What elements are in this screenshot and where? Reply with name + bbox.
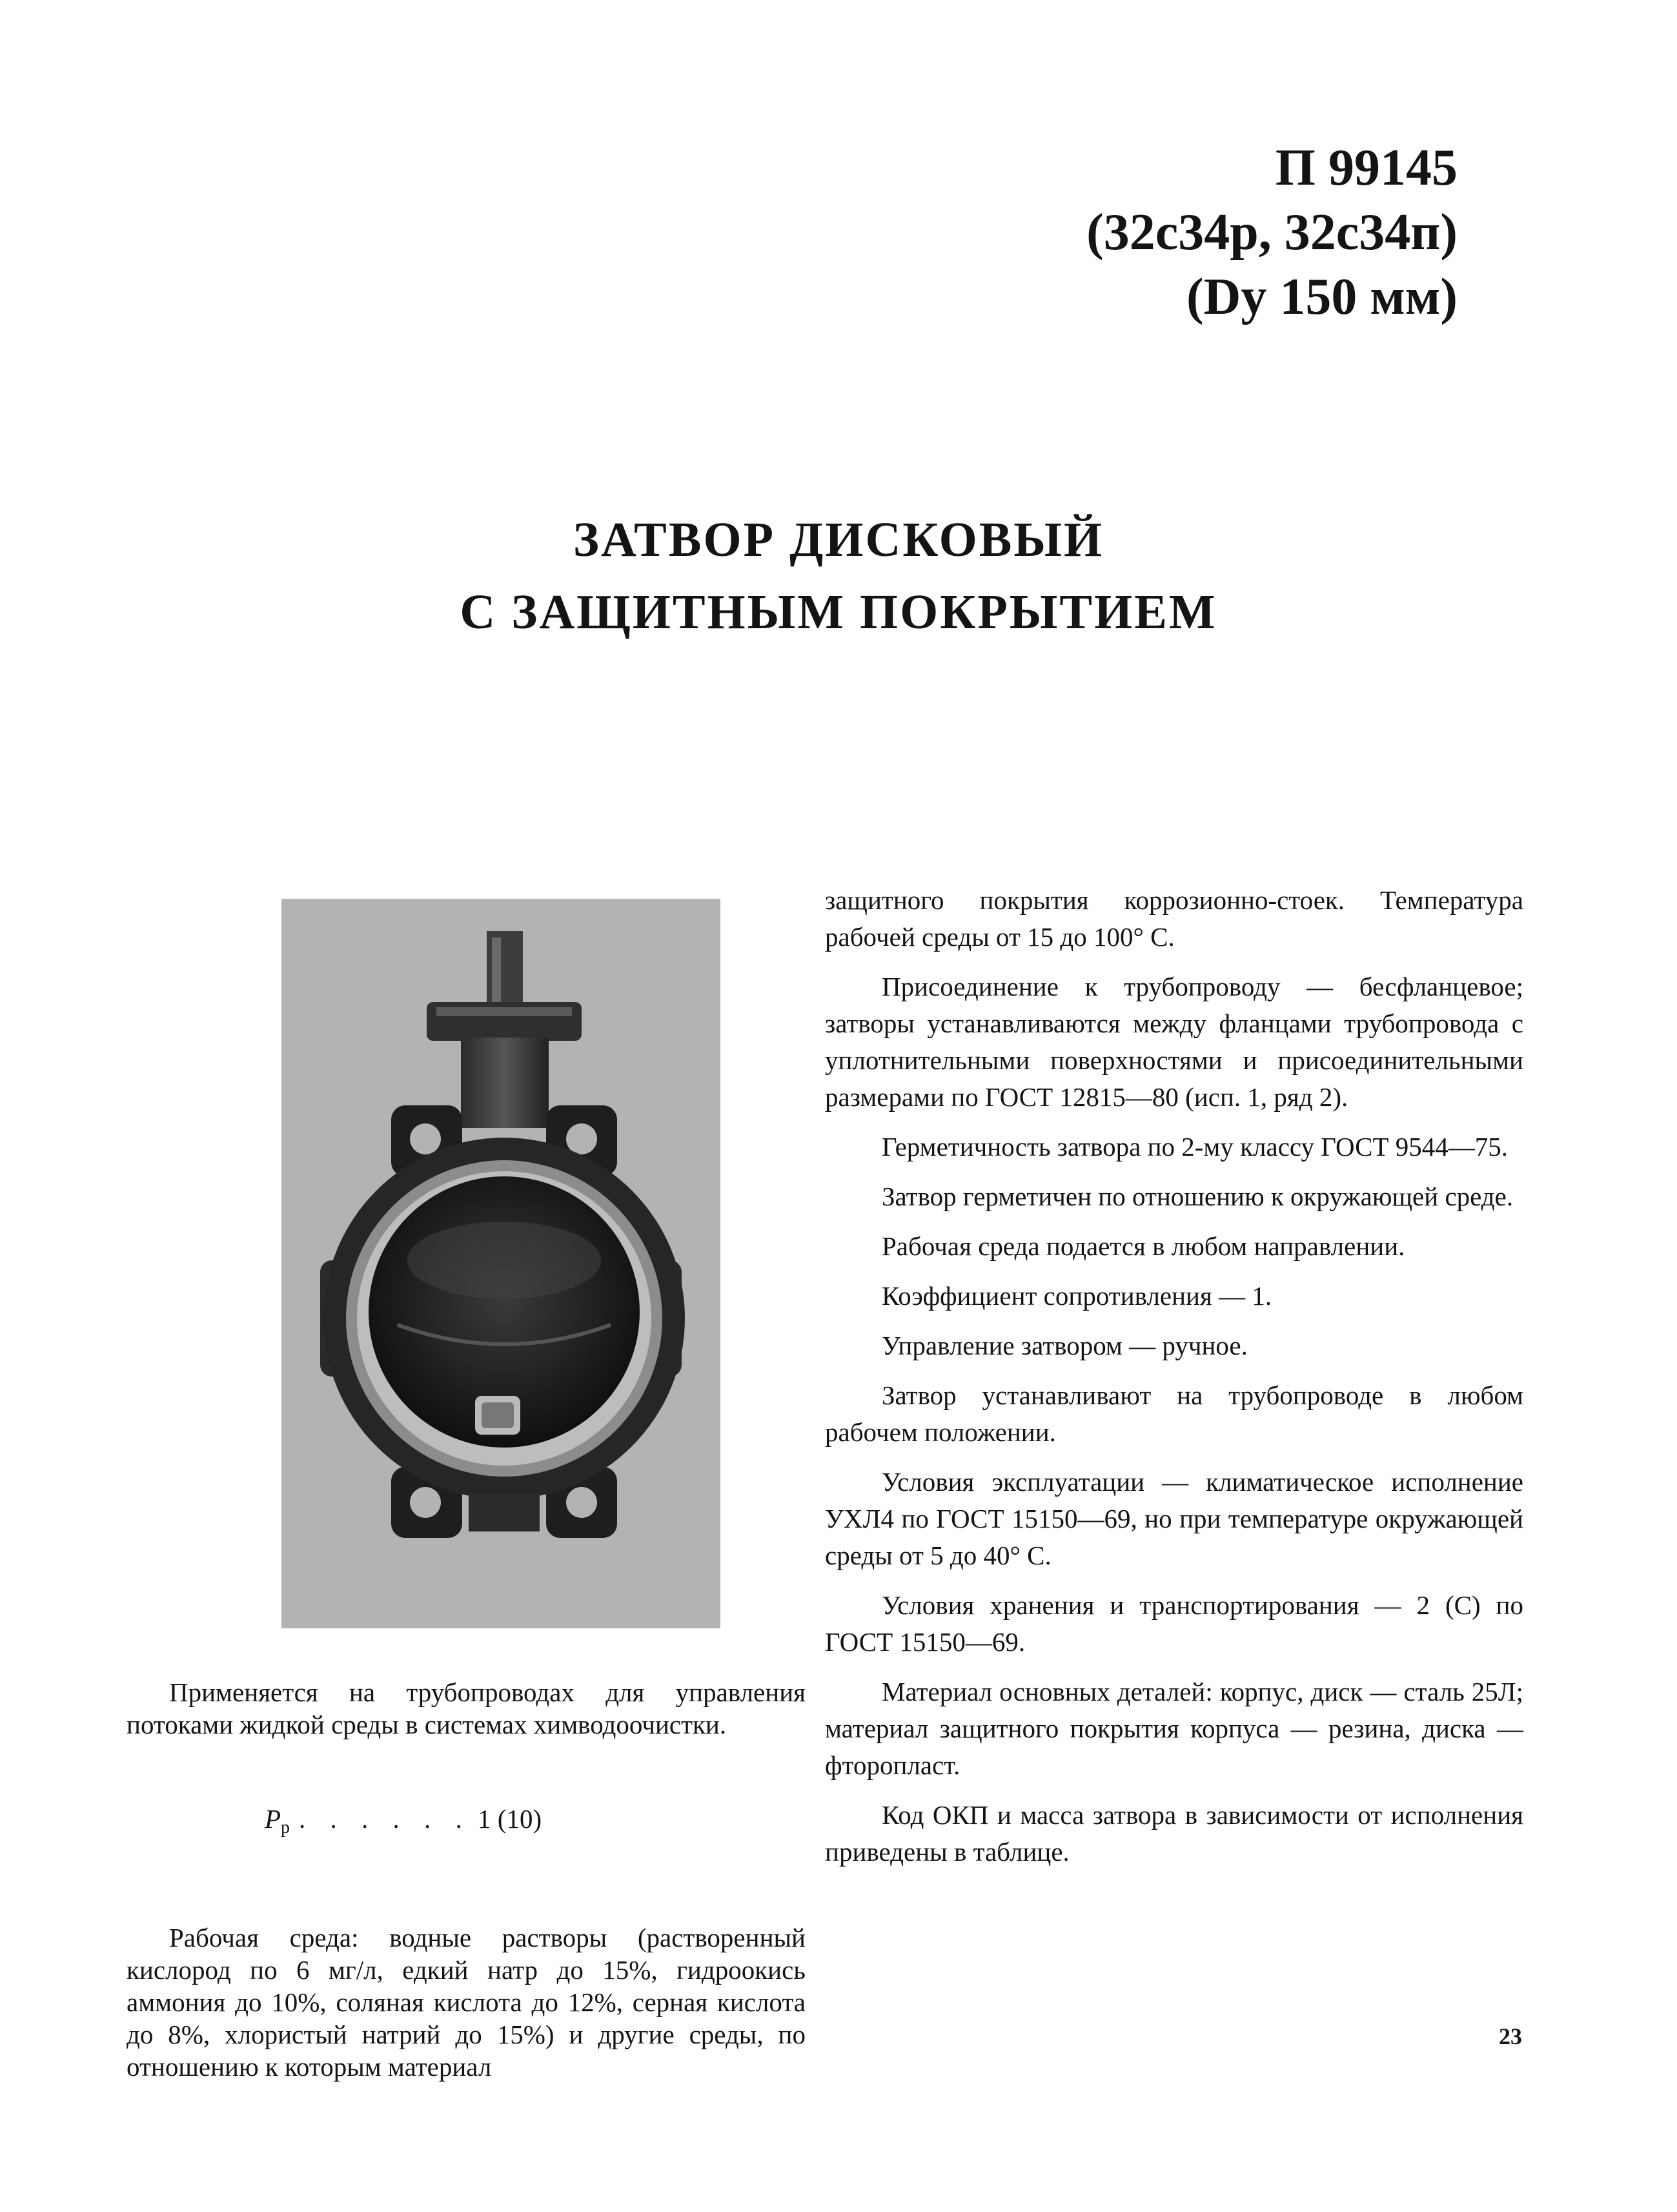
title-line-1: ЗАТВОР ДИСКОВЫЙ [573, 513, 1104, 567]
pressure-line [265, 1803, 717, 1844]
leader-dots: . . . . . . [299, 1804, 471, 1834]
product-code: П 99145 [1275, 139, 1458, 196]
spec-paragraph: Условия эксплуатации — климатическое исполнение УХЛ4 по ГОСТ 15150—69, но при температуре окружающей среды от 5 до 40° С. [825, 1467, 1523, 1570]
spec-paragraph: Рабочая среда подается в любом направлении. [882, 1231, 1405, 1261]
spec-paragraph: защитного покрытия коррозионно-стоек. Температура рабочей среды от 15 до 100° С. [825, 885, 1523, 952]
title-line-2: С ЗАЩИТНЫМ ПОКРЫТИЕМ [460, 585, 1217, 639]
spec-paragraph: Затвор герметичен по отношению к окружающей среде. [882, 1182, 1514, 1211]
nominal-diameter: (Dy 150 мм) [1186, 269, 1458, 325]
pressure-symbol: P [265, 1804, 281, 1834]
usage-paragraph: Применяется на трубопроводах для управления потоками жидкой среды в системах химводоочистки. [127, 1677, 806, 1739]
spec-paragraph: Присоединение к трубопроводу — бесфланцевое; затворы устанавливаются между фланцами трубопровода с уплотнительными поверхностями и присоединительными размерами по ГОСТ 12815—80 (исп. 1, ряд 2). [825, 972, 1523, 1112]
product-code-block [1086, 136, 1458, 329]
spec-paragraph: Затвор устанавливают на трубопроводе в любом рабочем положении. [825, 1380, 1523, 1447]
product-variants: (32с34р, 32с34п) [1086, 204, 1458, 261]
valve-illustration [281, 899, 720, 1628]
spec-paragraph: Условия хранения и транспортирования — 2 (С) по ГОСТ 15150—69. [825, 1590, 1523, 1657]
butterfly-valve-photo [281, 899, 720, 1628]
pressure-subscript: р [281, 1818, 290, 1838]
spec-paragraph: Герметичность затвора по 2-му классу ГОСТ 9544—75. [882, 1132, 1508, 1162]
spec-paragraph: Код ОКП и масса затвора в зависимости от исполнения приведены в таблице. [825, 1800, 1523, 1867]
spec-paragraph: Материал основных деталей: корпус, диск — сталь 25Л; материал защитного покрытия корпуса — резина, диска — фторопласт. [825, 1677, 1523, 1780]
spec-paragraph: Управление затвором — ручное. [882, 1331, 1248, 1360]
working-medium-paragraph: Рабочая среда: водные растворы (растворенный кислород по 6 мг/л, едкий натр до 15%, гидроокись аммония до 10%, соляная кислота до 12%, серная кислота до 8%, хлористый натрий до 15%) и другие среды, по отношению к которым материал [127, 1923, 806, 2082]
spec-paragraph: Коэффициент сопротивления — 1. [882, 1281, 1272, 1311]
page-number: 23 [1499, 2023, 1522, 2049]
pressure-value: 1 (10) [478, 1804, 542, 1834]
page-title [0, 504, 1677, 648]
specs-column [825, 882, 1523, 1883]
